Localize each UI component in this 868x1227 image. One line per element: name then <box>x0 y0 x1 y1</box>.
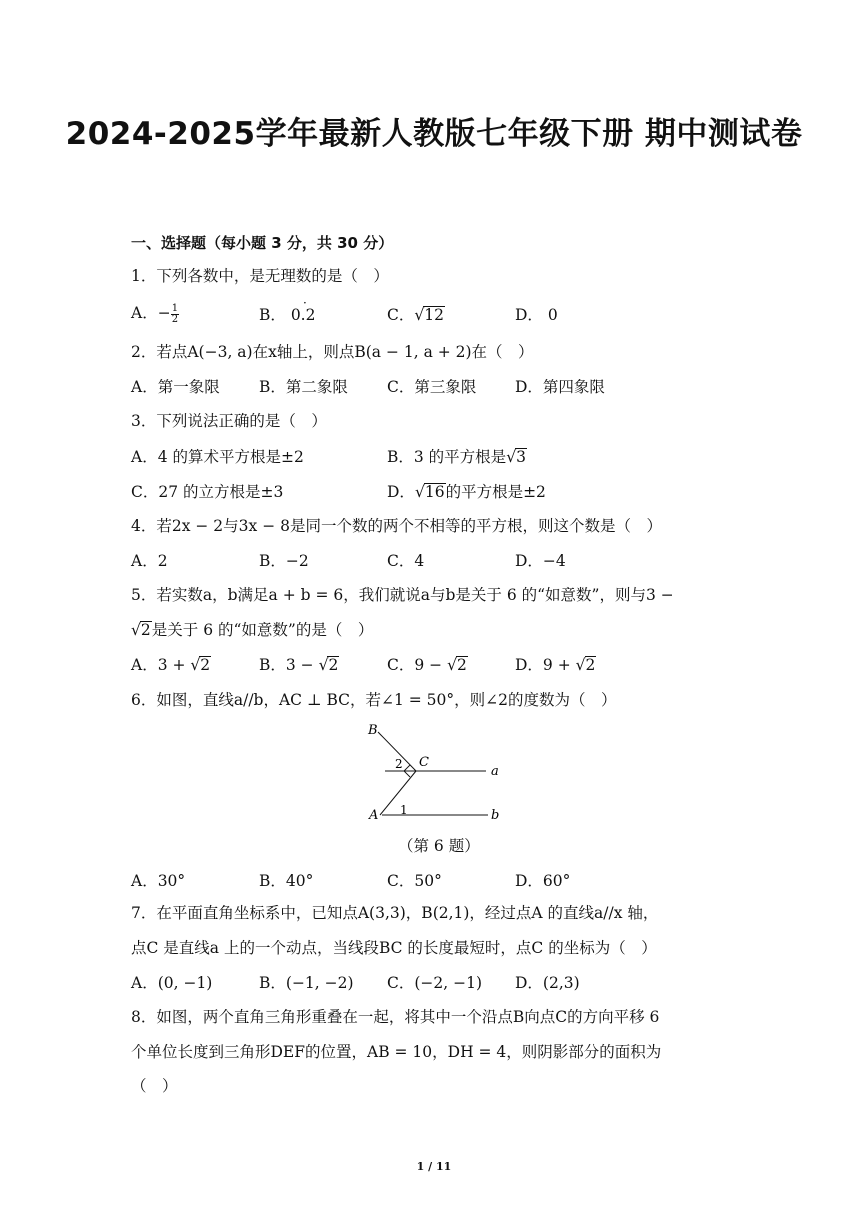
q5-stem-suffix: 是关于 6 的“如意数”的是（ ） <box>151 621 374 639</box>
question-8-stem-line-2: 个单位长度到三角形DEF的位置，AB = 10，DH = 4，则阴影部分的面积为 <box>131 1043 662 1061</box>
q3-option-b: B．3 的平方根是√3 <box>387 448 526 466</box>
q3-option-d-prefix: D． <box>387 483 415 501</box>
q5-option-c: C．9 − √2 <box>387 656 467 674</box>
q5-stem-radicand: 2 <box>140 621 151 639</box>
q5-option-d-prefix: D．9 + <box>515 656 576 674</box>
q2-option-a: A．第一象限 <box>131 378 220 396</box>
q1-option-a <box>131 303 179 325</box>
page-title: 2024-2025学年最新人教版七年级下册 期中测试卷 <box>65 116 803 152</box>
q3-option-b-prefix: B．3 的平方根是 <box>387 448 507 466</box>
repeating-dot: · <box>303 296 307 310</box>
q6-option-d: D．60° <box>515 872 571 890</box>
q4-option-a: A．2 <box>131 552 168 570</box>
q6-option-b: B．40° <box>259 872 314 890</box>
q5-option-a-prefix: A．3 + <box>131 656 191 674</box>
q5-option-b-radicand: 2 <box>328 656 339 674</box>
q3-option-d: D．√16的平方根是±2 <box>387 483 546 501</box>
q1-option-b-text: B． 0.2 <box>259 306 316 324</box>
q4-option-c: C．4 <box>387 552 425 570</box>
q7-option-a: A．(0, −1) <box>131 974 213 992</box>
fraction-denominator: 2 <box>171 313 179 325</box>
q4-option-b: B．−2 <box>259 552 309 570</box>
q7-option-c: C．(−2, −1) <box>387 974 483 992</box>
q1-option-b <box>259 296 316 325</box>
label-c-point: C <box>419 755 429 770</box>
question-5-stem-line-1: 5．若实数a，b满足a + b = 6，我们就说a与b是关于 6 的“如意数”，则与3 − <box>131 586 674 604</box>
q7-option-b: B．(−1, −2) <box>259 974 354 992</box>
q2-option-c: C．第三象限 <box>387 378 477 396</box>
label-angle-1: 1 <box>400 803 408 817</box>
question-8-stem-line-1: 8．如图，两个直角三角形重叠在一起，将其中一个沿点B向点C的方向平移 6 <box>131 1008 660 1026</box>
question-8-stem-line-3: （ ） <box>131 1077 178 1095</box>
label-line-b: b <box>491 808 500 823</box>
q1-option-c: C．√12 <box>387 306 444 324</box>
question-6-stem: 6．如图，直线a//b，AC ⊥ BC，若∠1 = 50°，则∠2的度数为（ ） <box>131 691 617 709</box>
question-1-stem: 1．下列各数中，是无理数的是（ ） <box>131 267 389 285</box>
section-heading: 一、选择题（每小题 3 分，共 30 分） <box>131 234 394 252</box>
q3-option-d-suffix: 的平方根是±2 <box>445 483 546 501</box>
question-7-stem-line-1: 7．在平面直角坐标系中，已知点A(3,3)，B(2,1)，经过点A 的直线a//x 轴， <box>131 904 659 922</box>
fraction-numerator: 1 <box>171 302 179 314</box>
q3-option-b-radicand: 3 <box>516 448 526 466</box>
q5-option-b-prefix: B．3 − <box>259 656 319 674</box>
label-b-point: B <box>368 723 378 738</box>
q5-option-a-radicand: 2 <box>200 656 211 674</box>
q5-option-b: B．3 − √2 <box>259 656 339 674</box>
q6-figure <box>360 718 520 828</box>
q7-option-d: D．(2,3) <box>515 974 580 992</box>
page-number: 1 / 11 <box>416 1160 452 1173</box>
q2-option-d: D．第四象限 <box>515 378 605 396</box>
q5-option-c-prefix: C．9 − <box>387 656 448 674</box>
label-angle-2: 2 <box>395 757 403 771</box>
q1-option-c-radicand: 12 <box>424 306 444 324</box>
q6-figure-caption: （第 6 题） <box>398 837 480 855</box>
q2-option-b: B．第二象限 <box>259 378 348 396</box>
q5-option-c-radicand: 2 <box>456 656 467 674</box>
label-line-a: a <box>491 764 499 779</box>
question-3-stem: 3．下列说法正确的是（ ） <box>131 412 327 430</box>
q3-option-a: A．4 的算术平方根是±2 <box>131 448 304 466</box>
q5-option-d: D．9 + √2 <box>515 656 596 674</box>
q4-option-d: D．−4 <box>515 552 566 570</box>
question-7-stem-line-2: 点C 是直线a 上的一个动点，当线段BC 的长度最短时，点C 的坐标为（ ） <box>131 939 657 957</box>
q6-option-c: C．50° <box>387 872 442 890</box>
question-4-stem: 4．若2x − 2与3x − 8是同一个数的两个不相等的平方根，则这个数是（ ） <box>131 517 662 535</box>
q5-option-d-radicand: 2 <box>585 656 596 674</box>
question-5-stem-line-2: √2是关于 6 的“如意数”的是（ ） <box>131 621 374 639</box>
q5-option-a: A．3 + √2 <box>131 656 211 674</box>
question-2-stem: 2．若点A(−3, a)在x轴上，则点B(a − 1, a + 2)在（ ） <box>131 343 534 361</box>
q1-option-a-fraction <box>171 304 179 325</box>
q3-option-d-radicand: 16 <box>424 483 445 501</box>
q1-option-a-prefix: A．− <box>131 304 171 322</box>
q3-option-c: C．27 的立方根是±3 <box>131 483 284 501</box>
segment-ac <box>380 771 416 815</box>
q1-option-c-prefix: C． <box>387 306 415 324</box>
label-a-point: A <box>369 808 379 823</box>
q6-option-a: A．30° <box>131 872 186 890</box>
q1-option-d: D． 0 <box>515 306 558 324</box>
